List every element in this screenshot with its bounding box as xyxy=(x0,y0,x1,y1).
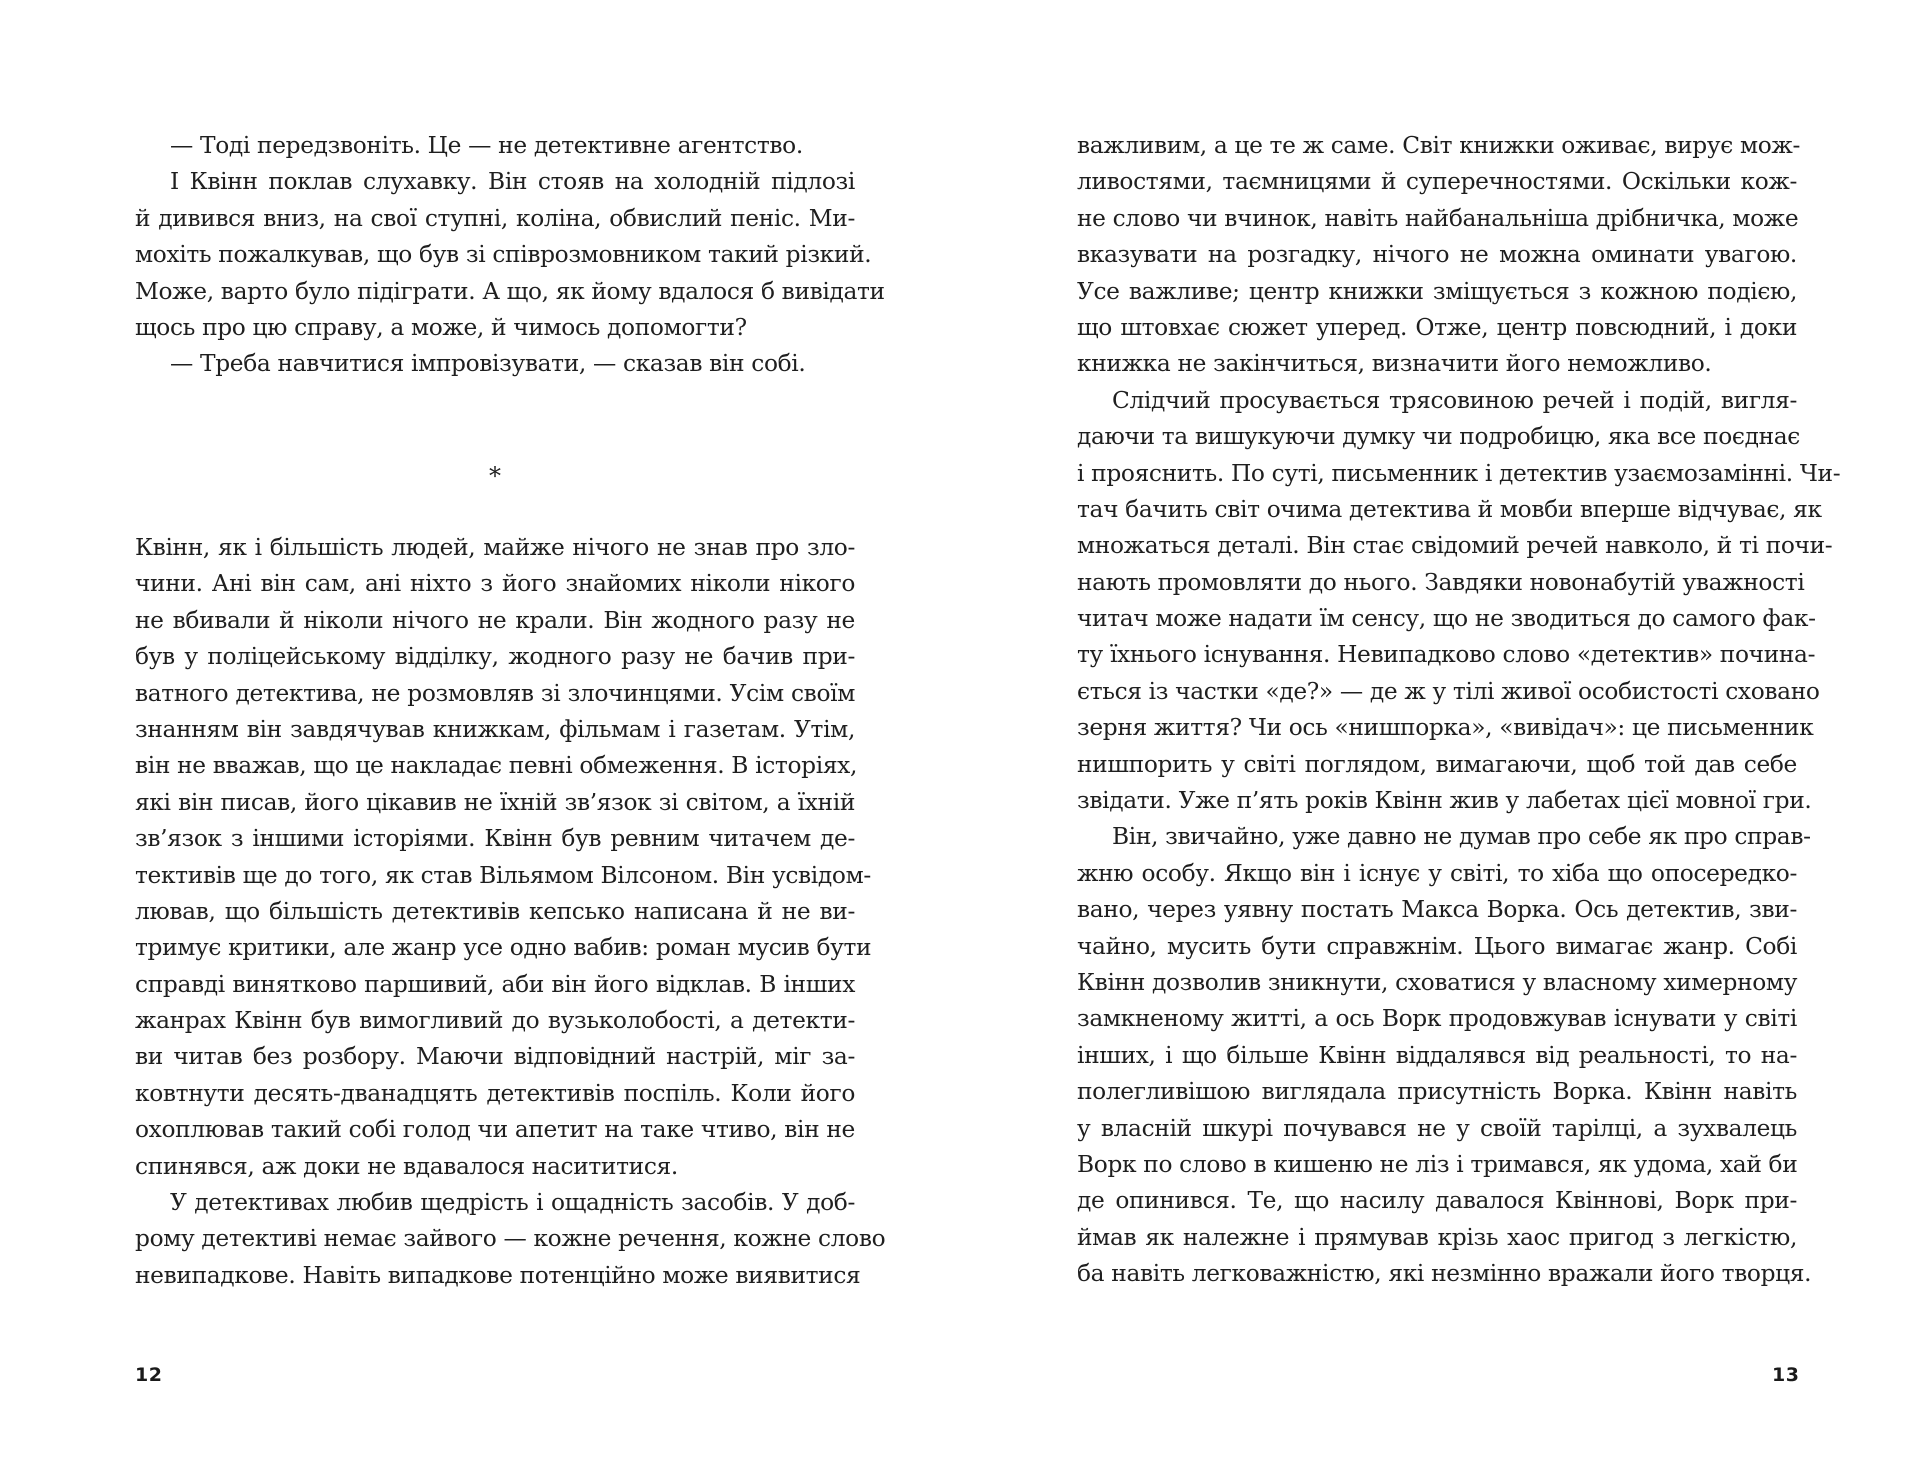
text-line: Ворк по слово в кишеню не ліз і тримався, як удома, хай би xyxy=(1077,1150,1798,1178)
text-line: нишпорить у світі поглядом, вимагаючи, щоб той дав себе xyxy=(1077,750,1797,778)
text-line: ба навіть легковажністю, які незмінно вражали його творця. xyxy=(1077,1260,1812,1288)
text-line: ливостями, таємницями й суперечностями. Оскільки кож- xyxy=(1077,168,1797,196)
text-line: що штовхає сюжет уперед. Отже, центр повсюдний, і доки xyxy=(1077,313,1797,341)
text-line: Квінн дозволив зникнути, сховатися у власному химерному xyxy=(1077,968,1798,996)
text-line: інших, і що більше Квінн віддалявся від реальності, то на- xyxy=(1077,1041,1797,1069)
text-line: зв’язок з іншими історіями. Квінн був ревним читачем де- xyxy=(135,825,855,853)
text-line: чини. Ані він сам, ані ніхто з його знайомих ніколи нікого xyxy=(135,570,855,598)
left-page-text-main xyxy=(135,530,886,1294)
text-line: Усе важливе; центр книжки зміщується з кожною подією, xyxy=(1077,277,1797,305)
text-line: які він писав, його цікавив не їхній зв’язок зі світом, а їхній xyxy=(135,788,855,816)
text-line: де опинився. Те, що насилу давалося Квінновi, Ворк при- xyxy=(1077,1187,1797,1215)
text-line: спинявся, аж доки не вдавалося насититися. xyxy=(135,1152,678,1180)
text-line: у власній шкурі почувався не у своїй тарілці, а зухвалець xyxy=(1077,1114,1797,1142)
page-number-left: 12 xyxy=(135,1364,163,1386)
text-line: І Квінн поклав слухавку. Він стояв на холодній підлозі xyxy=(170,168,855,196)
text-line: жню особу. Якщо він і існує у світі, то хіба що опосередко- xyxy=(1077,859,1797,887)
text-line: читач може надати їм сенсу, що не зводиться до самого фак- xyxy=(1077,605,1816,633)
text-line: звідати. Уже п’ять років Квінн жив у лабетах цієї мовної гри. xyxy=(1077,787,1812,815)
text-line: Він, звичайно, уже давно не думав про себе як про справ- xyxy=(1112,823,1811,851)
text-line: важливим, а це те ж саме. Світ книжки оживає, вирує мож- xyxy=(1077,132,1801,159)
text-line: множаться деталі. Він стає свідомий речей навколо, й ті почи- xyxy=(1077,532,1833,560)
text-line: — Треба навчитися імпровізувати, — сказав він собі. xyxy=(170,350,806,378)
text-line: тач бачить світ очима детектива й мовби вперше відчуває, як xyxy=(1077,495,1822,523)
text-line: ви читав без розбору. Маючи відповідний настрій, міг за- xyxy=(135,1043,855,1071)
text-line: — Тоді передзвоніть. Це — не детективне агентство. xyxy=(170,132,803,159)
left-page-text-top xyxy=(135,128,885,383)
section-separator: * xyxy=(489,462,501,490)
text-line: ється із частки «де?» — де ж у тілі живої особистості сховано xyxy=(1077,677,1820,705)
text-line: лював, що більшість детективів кепсько написана й не ви- xyxy=(135,897,855,925)
text-line: полегливішою виглядала присутність Ворка. Квінн навіть xyxy=(1077,1078,1797,1106)
text-line: У детективах любив щедрість і ощадність засобів. У доб- xyxy=(170,1189,855,1217)
text-line: даючи та вишукуючи думку чи подробицю, яка все поєднає xyxy=(1077,423,1800,451)
text-line: вано, через уявну постать Макса Ворка. Ось детектив, зви- xyxy=(1077,896,1797,924)
text-line: був у поліцейському відділку, жодного разу не бачив при- xyxy=(135,643,855,671)
text-line: Квінн, як і більшість людей, майже нічого не знав про зло- xyxy=(135,534,855,561)
page-number-right: 13 xyxy=(1772,1364,1800,1386)
right-page-text xyxy=(1077,128,1841,1293)
text-line: вказувати на розгадку, нічого не можна оминати увагою. xyxy=(1077,241,1797,269)
text-line: справді винятково паршивий, аби він його відклав. В інших xyxy=(135,970,855,998)
text-line: тективів ще до того, як став Вільямом Вілсоном. Він усвідом- xyxy=(135,861,871,889)
text-line: мохіть пожалкував, що був зі співрозмовником такий різкий. xyxy=(135,241,872,269)
text-line: замкненому житті, а ось Ворк продовжував існувати у світі xyxy=(1077,1005,1797,1033)
text-line: не слово чи вчинок, навіть найбанальніша дрібничка, може xyxy=(1077,204,1799,232)
text-line: ватного детектива, не розмовляв зі злочинцями. Усім своїм xyxy=(135,679,855,707)
text-line: рому детективі немає зайвого — кожне речення, кожне слово xyxy=(135,1225,886,1253)
text-line: книжка не закінчиться, визначити його неможливо. xyxy=(1077,350,1712,378)
text-line: ймав як належне і прямував крізь хаос пригод з легкістю, xyxy=(1077,1223,1797,1251)
text-line: він не вважав, що це накладає певні обмеження. В історіях, xyxy=(135,752,858,780)
text-line: тримує критики, але жанр усе одно вабив: роман мусив бути xyxy=(135,934,872,962)
text-line: й дивився вниз, на свої ступні, коліна, обвислий пеніс. Ми- xyxy=(135,204,855,232)
text-line: охоплював такий собі голод чи апетит на таке чтиво, він не xyxy=(135,1116,855,1144)
text-line: Може, варто було підіграти. А що, як йому вдалося б вивідати xyxy=(135,277,885,305)
text-line: знанням він завдячував книжкам, фільмам і газетам. Утім, xyxy=(135,715,855,743)
text-line: Слідчий просувається трясовиною речей і подій, вигля- xyxy=(1112,386,1797,414)
text-line: жанрах Квінн був вимогливий до вузьколобості, а детекти- xyxy=(135,1007,855,1035)
text-line: невипадкове. Навіть випадкове потенційно може виявитися xyxy=(135,1261,861,1289)
text-line: зерня життя? Чи ось «нишпорка», «вивідач»: це письменник xyxy=(1077,714,1814,742)
text-line: нають промовляти до нього. Завдяки новонабутій уважності xyxy=(1077,568,1805,596)
text-line: не вбивали й ніколи нічого не крали. Він жодного разу не xyxy=(135,606,855,634)
text-line: і прояснить. По суті, письменник і детектив узаємозамінні. Чи- xyxy=(1077,459,1841,487)
text-line: ковтнути десять-дванадцять детективів поспіль. Коли його xyxy=(135,1079,855,1107)
text-line: чайно, мусить бути справжнім. Цього вимагає жанр. Собі xyxy=(1077,932,1797,960)
text-line: щось про цю справу, а може, й чимось допомогти? xyxy=(135,313,747,341)
text-line: ту їхнього існування. Невипадково слово «детектив» почина- xyxy=(1077,641,1816,669)
